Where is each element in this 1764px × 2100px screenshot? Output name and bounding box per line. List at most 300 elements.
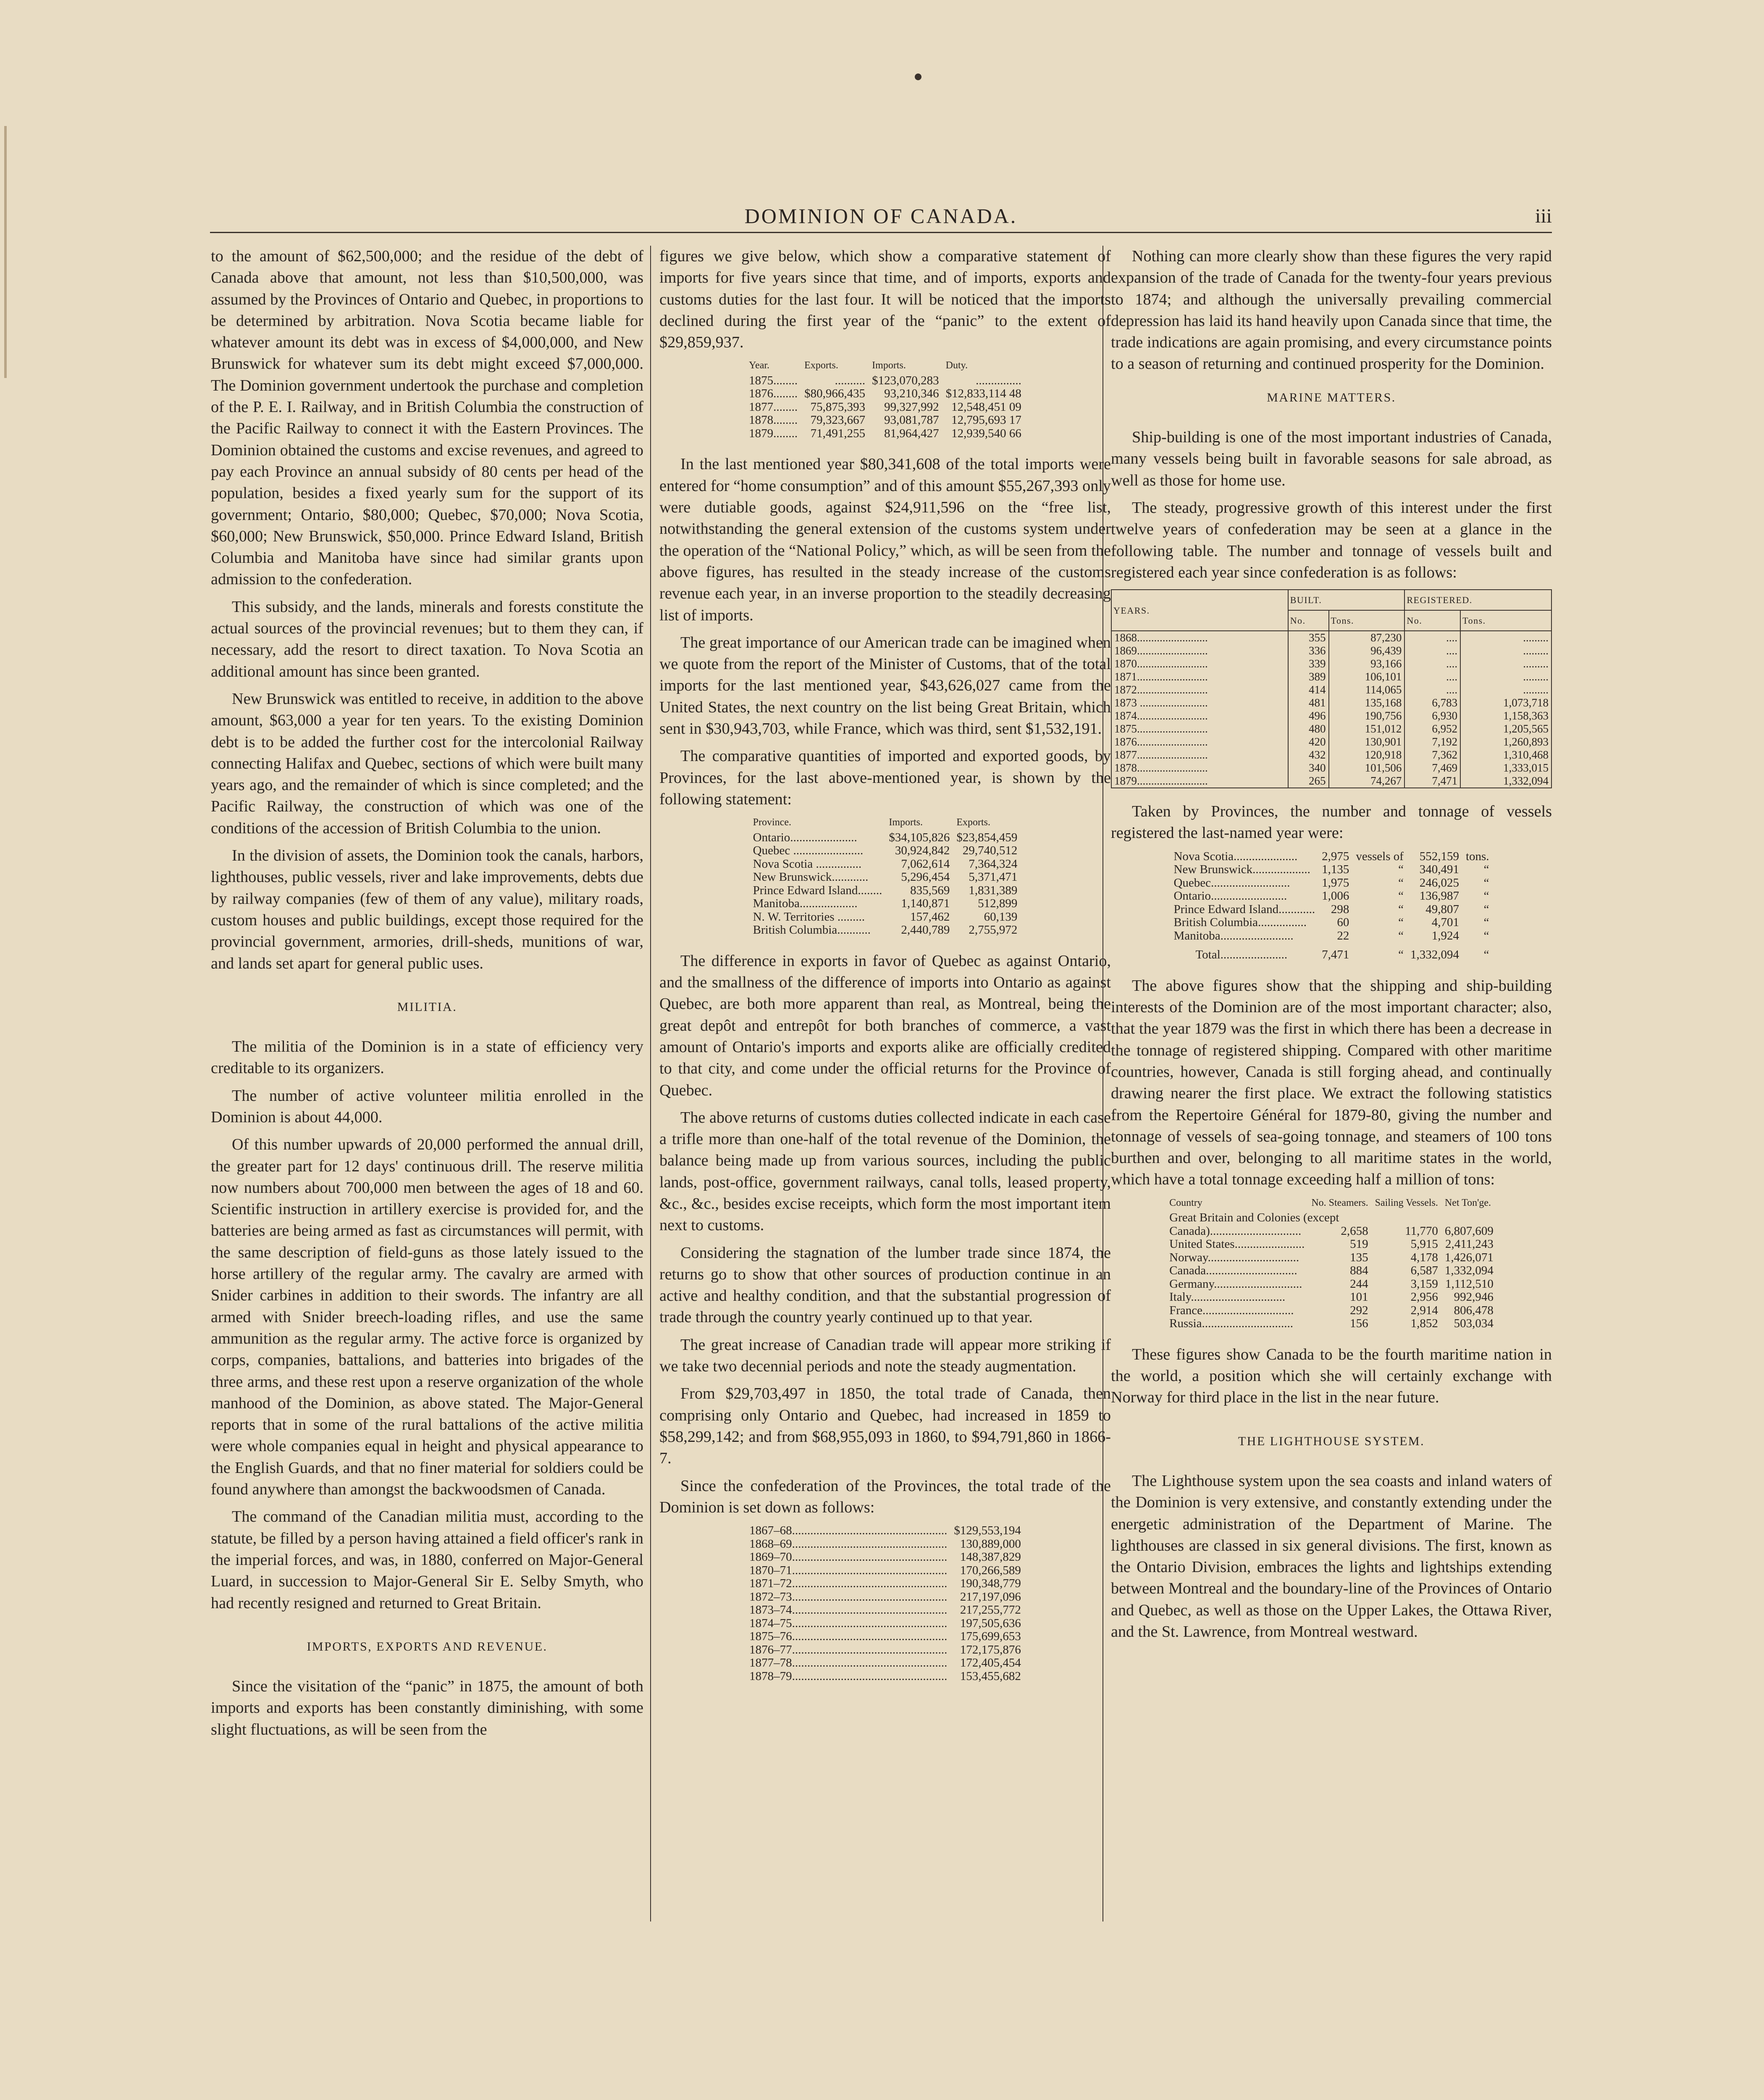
table-row [746, 1564, 1024, 1578]
table-cell: “ [1483, 929, 1489, 942]
maritime-nations-table [1166, 1197, 1497, 1331]
table-row [746, 427, 1025, 441]
table-row [1111, 709, 1551, 722]
table-cell: 1877........ [749, 400, 798, 414]
table-cell: 1,073,718 [1460, 696, 1551, 709]
table-cell: 5,371,471 [969, 870, 1018, 884]
table-cell: “ [1483, 876, 1489, 890]
paragraph: The great importance of our American trade can be imagined when we quote from the report of the Minister of Customs, that of the total imports for the last mentioned year, $43,626,027 came from the United States, the next country on the list being Great Britain, which sent in $30,943,703, while France, which was third, sent $1,532,191. [659, 633, 1111, 738]
table-row [1111, 748, 1551, 761]
table-cell: 29,740,512 [962, 844, 1018, 858]
paragraph: Since the visitation of the “panic” in 1875, the amount of both imports and exports has been constantly diminishing, with some slight fluctuations, as will be seen from the [211, 1677, 643, 1738]
table-cell: 1,006 [1322, 889, 1349, 903]
table-cell: Ontario...................... [753, 830, 857, 844]
table-row [1111, 761, 1551, 774]
paragraph: From $29,703,497 in 1850, the total trade of Canada, then comprising only Ontario and Quebec, had increased in 1859 to $58,299,142; and from $68,955,093 in 1860, to $94,791,860 in 1866-7. [659, 1385, 1111, 1467]
table-cell: Manitoba................... [753, 897, 858, 911]
table-cell: 884 [1350, 1264, 1368, 1278]
table-cell: “ [1483, 948, 1489, 962]
paragraph: The above returns of customs duties collected indicate in each case a trifle more than one-half of the total revenue of the Dominion, the balance being made up from various sources, including the public lands, post-office, government railways, canal tolls, leased property, &c., &c., besides excise receipts, which form the most important item next to customs. [659, 1108, 1111, 1234]
table-cell: 420 [1288, 735, 1329, 748]
table-cell: 1,310,468 [1460, 748, 1551, 761]
printer-dot [915, 74, 921, 80]
table-cell: 1,332,094 [1460, 774, 1551, 788]
table-cell: 30,924,842 [895, 844, 950, 858]
section-heading-lighthouse: THE LIGHTHOUSE SYSTEM. [1238, 1434, 1425, 1448]
table-cell: 148,387,829 [960, 1550, 1021, 1564]
table-row [746, 1604, 1024, 1617]
paragraph: In the division of assets, the Dominion took the canals, harbors, lighthouses, public vessels, river and lake improvements, debts due by railway companies (few of them of any value), military roads, custom houses and public buildings, except those required for the provincial government, armories, drill-sheds, munitions of war, and lands set apart for general public uses. [211, 847, 643, 972]
table-header: Exports. [956, 817, 990, 828]
table-cell: ............... [976, 373, 1021, 387]
total-trade-table [746, 1524, 1024, 1683]
table-cell: 1875–76................................................... [749, 1630, 948, 1643]
table-cell: 60,139 [984, 910, 1018, 924]
table-row [746, 1591, 1024, 1604]
table-cell: Nova Scotia..................... [1173, 849, 1298, 863]
table-header: Year. [749, 360, 770, 371]
table-cell: United States....................... [1169, 1237, 1305, 1251]
table-cell: 49,807 [1425, 902, 1459, 916]
table-cell: Italy............................... [1169, 1290, 1286, 1304]
vessels-by-province-table [1170, 850, 1492, 962]
table-cell: 75,875,393 [810, 400, 866, 414]
table-cell: New Brunswick............ [753, 870, 869, 884]
table-cell: 135 [1350, 1250, 1368, 1264]
table-cell: “ [1483, 863, 1489, 877]
table-header: No. [1288, 610, 1329, 631]
table-cell: 7,471 [1322, 948, 1349, 962]
table-cell: 336 [1288, 644, 1329, 657]
table-cell: 2,956 [1410, 1290, 1438, 1304]
table-cell: .... [1404, 683, 1460, 696]
table-cell: vessels of [1356, 849, 1404, 863]
section-heading-marine: MARINE MATTERS. [1267, 390, 1396, 404]
table-cell: 1875........ [749, 373, 798, 387]
page-header [210, 195, 1552, 233]
table-header: REGISTERED. [1404, 590, 1551, 610]
header-rule [210, 232, 1552, 233]
table-cell: Russia.............................. [1169, 1317, 1293, 1331]
table-cell: 12,548,451 09 [951, 400, 1021, 414]
table-cell: 246,025 [1419, 876, 1459, 890]
table-row [1111, 722, 1551, 735]
table-cell: Great Britain and Colonies (except [1169, 1211, 1339, 1225]
table-cell: .... [1404, 657, 1460, 670]
table-cell: $34,105,826 [889, 830, 950, 844]
table-cell: Nova Scotia ............... [753, 857, 862, 871]
paragraph: Taken by Provinces, the number and tonnage of vessels registered the last-named year were: [1111, 803, 1552, 842]
table-cell: 1,975 [1322, 876, 1349, 890]
table-cell: 1878........ [749, 413, 798, 427]
column-divider-left [650, 246, 651, 1922]
table-cell: 1878–79................................................... [749, 1669, 948, 1683]
table-header: BUILT. [1288, 590, 1405, 610]
table-row [746, 387, 1025, 401]
table-header: Tons. [1329, 610, 1405, 631]
table-row [1111, 670, 1551, 683]
table-cell: 2,755,972 [969, 923, 1018, 937]
table-cell: 1874–75................................................... [749, 1616, 948, 1630]
table-cell: 6,783 [1404, 696, 1460, 709]
table-cell: “ [1483, 902, 1489, 916]
table-cell: 1879......................... [1111, 774, 1288, 788]
table-cell: Ontario......................... [1173, 889, 1287, 903]
table-cell: 340 [1288, 761, 1329, 774]
table-cell: “ [1398, 948, 1404, 962]
table-row [746, 1577, 1024, 1591]
table-cell: .... [1404, 644, 1460, 657]
table-cell: 1,333,015 [1460, 761, 1551, 774]
table-cell: “ [1398, 863, 1404, 877]
table-row [746, 1538, 1024, 1551]
table-cell: 1878......................... [1111, 761, 1288, 774]
paragraph: The command of the Canadian militia must, according to the statute, be filled by a person having attained a field officer's rank in the imperial forces, and was, in 1880, conferred on Major-General Luard, in succession to Major-General Sir E. Selby Smyth, who had recently resigned and returned to Great Britain. [211, 1508, 643, 1612]
table-cell: 6,807,609 [1444, 1224, 1494, 1238]
table-cell: 6,952 [1404, 722, 1460, 735]
table-cell: “ [1398, 902, 1404, 916]
table-row [750, 831, 1021, 845]
shipbuilding-table [1111, 589, 1552, 788]
paragraph: Of this number upwards of 20,000 performed the annual drill, the greater part for 12 days' continuous drill. The reserve militia now numbers about 700,000 men between the ages of 18 and 60. Scientific instruction in artillery exercise is provided for, and the batteries are being armed as fast as circumstances will permit, with the same description of field-guns as those lately issued to the horse artillery of the regular army. The cavalry are armed with Snider carbines in addition to their swords. The infantry are all armed with Snider breech-loading rifles, and use the same ammunition as the regular army. The active force is organized by corps, companies, battalions, and batteries into brigades of the three arms, and these rest upon a reserve organization of the whole manhood of the Dominion, as above stated. The Major-General reports that in some of the rural battalions of the active militia were whole companies equal in height and physical appearance to the English Guards, and that no finer material for soldiers could be found anywhere than amongst the backwoodsmen of Canada. [211, 1136, 643, 1499]
table-cell: 7,471 [1404, 774, 1460, 788]
section-heading-imports: IMPORTS, EXPORTS AND REVENUE. [307, 1639, 548, 1654]
table-cell: 1,205,565 [1460, 722, 1551, 735]
table-cell: “ [1398, 889, 1404, 903]
table-header: Sailing Vessels. [1375, 1197, 1438, 1208]
table-cell: 519 [1350, 1237, 1368, 1251]
table-cell: 106,101 [1329, 670, 1405, 683]
table-cell: ......... [1460, 644, 1551, 657]
table-row [746, 401, 1025, 414]
table-cell: 1,158,363 [1460, 709, 1551, 722]
table-row [746, 1670, 1024, 1683]
table-header: Tons. [1460, 610, 1551, 631]
table-cell: ......... [1460, 683, 1551, 696]
table-cell: 244 [1350, 1277, 1368, 1291]
table-cell: 172,405,454 [960, 1656, 1021, 1670]
table-cell: 1,135 [1322, 863, 1349, 877]
table-cell: 1,112,510 [1445, 1277, 1494, 1291]
table-cell: 79,323,667 [810, 413, 866, 427]
table-cell: 1,831,389 [969, 883, 1018, 897]
paragraph: The great increase of Canadian trade will appear more striking if we take two decennial periods and note the steady augmentation. [659, 1336, 1111, 1376]
table-cell: 1,852 [1410, 1317, 1438, 1331]
table-cell: 99,327,992 [884, 400, 939, 414]
table-cell: 1868–69................................................... [749, 1537, 948, 1551]
table-cell: 93,166 [1329, 657, 1405, 670]
table-cell: “ [1483, 916, 1489, 929]
table-cell: 1873–74................................................... [749, 1603, 948, 1617]
table-cell: Canada).............................. [1169, 1224, 1302, 1238]
table-row [1111, 683, 1551, 696]
table-cell: tons. [1465, 849, 1489, 863]
table-row [1170, 903, 1492, 916]
table-cell: “ [1398, 929, 1404, 942]
table-cell: 7,062,614 [901, 857, 950, 871]
table-row [746, 1524, 1024, 1538]
table-cell: 1,140,871 [901, 897, 950, 911]
table-header: No. Steamers. [1311, 1197, 1368, 1208]
paragraph: The difference in exports in favor of Quebec as against Ontario, and the smallness of the difference of imports into Ontario as against Quebec, are both more apparent than real, as Montreal, being the great depôt and entrepôt for both branches of commerce, a vast amount of Ontario's imports and exports alike are officially credited to that city, and come under the official returns for the Province of Quebec. [659, 952, 1111, 1099]
table-cell: 835,569 [910, 883, 950, 897]
table-cell: 175,699,653 [960, 1630, 1021, 1643]
table-cell: Prince Edward Island........ [753, 883, 882, 897]
table-cell: 355 [1288, 631, 1329, 644]
provinces-trade-table [750, 816, 1021, 937]
paragraph: The Lighthouse system upon the sea coasts and inland waters of the Dominion is very extensive, and constantly extending under the energetic administration of the Department of Marine. The lighthouses are classed in six general divisions. The first, known as the Ontario Division, embraces the lights and lightships extending between Montreal and the boundary-line of the Provinces of Ontario and Quebec, as well as those on the Upper Lakes, the Ottawa River, and the St. Lawrence, from Montreal westward. [1111, 1472, 1552, 1641]
table-cell: 22 [1337, 929, 1349, 942]
table-cell: 12,939,540 66 [951, 426, 1021, 440]
table-cell: 1,924 [1431, 929, 1459, 942]
paragraph: These figures show Canada to be the fourth maritime nation in the world, a position which she will certainly exchange with Norway for third place in the list in the near future. [1111, 1345, 1552, 1407]
table-header: Net Ton'ge. [1444, 1197, 1491, 1208]
table-cell: 12,795,693 17 [951, 413, 1021, 427]
table-cell: British Columbia................ [1173, 916, 1307, 929]
table-cell: 2,440,789 [901, 923, 950, 937]
table-cell: 87,230 [1329, 631, 1405, 644]
table-cell: Germany............................. [1169, 1277, 1302, 1291]
table-cell: ......... [1460, 631, 1551, 644]
paragraph: The militia of the Dominion is in a state of efficiency very creditable to its organizers. [211, 1038, 643, 1077]
table-cell: 1877......................... [1111, 748, 1288, 761]
table-cell: 2,411,243 [1445, 1237, 1494, 1251]
table-cell: 1872–73................................................... [749, 1590, 948, 1604]
table-cell: 512,899 [978, 897, 1018, 911]
table-cell: $129,553,194 [954, 1524, 1021, 1538]
running-title: DOMINION OF CANADA. [744, 204, 1018, 228]
column-2 [659, 246, 1111, 1696]
table-cell: 496 [1288, 709, 1329, 722]
table-cell: 480 [1288, 722, 1329, 735]
table-cell: 93,081,787 [884, 413, 939, 427]
table-cell: .... [1404, 670, 1460, 683]
table-cell: New Brunswick................... [1173, 863, 1310, 877]
table-cell: 7,469 [1404, 761, 1460, 774]
table-cell: 298 [1331, 902, 1349, 916]
table-cell: 135,168 [1329, 696, 1405, 709]
table-cell: 190,756 [1329, 709, 1405, 722]
table-cell: 93,210,346 [884, 387, 939, 401]
table-cell: Canada.............................. [1169, 1264, 1297, 1278]
table-cell: 1876........ [749, 387, 798, 401]
table-header: No. [1404, 610, 1460, 631]
paragraph: Considering the stagnation of the lumber trade since 1874, the returns go to show that other sources of production continue in an active and healthy condition, and that the substantial progression of trade through the country yearly continued up to that year. [659, 1244, 1111, 1326]
table-row [746, 374, 1025, 388]
table-row [746, 1656, 1024, 1670]
table-cell: 153,455,682 [960, 1669, 1021, 1683]
table-row [750, 897, 1021, 911]
table-cell: 806,478 [1454, 1303, 1494, 1317]
table-cell: 3,159 [1410, 1277, 1438, 1291]
table-header: Province. [753, 817, 791, 828]
table-cell: “ [1398, 876, 1404, 890]
column-3 [1111, 246, 1552, 1648]
table-cell: 340,491 [1419, 863, 1459, 877]
table-cell: 156 [1350, 1317, 1368, 1331]
table-cell: 1871......................... [1111, 670, 1288, 683]
table-cell: 1,426,071 [1444, 1250, 1494, 1264]
table-row [1166, 1225, 1497, 1238]
table-cell: 1873 ........................ [1111, 696, 1288, 709]
table-cell: 101,506 [1329, 761, 1405, 774]
table-cell: 2,658 [1341, 1224, 1368, 1238]
table-cell: 170,266,589 [960, 1563, 1021, 1577]
table-cell: 389 [1288, 670, 1329, 683]
table-row [1166, 1291, 1497, 1304]
table-header: Exports. [804, 360, 838, 371]
table-row [1170, 877, 1492, 890]
table-cell: 1870–71................................................... [749, 1563, 948, 1577]
adjacent-page-edge [4, 126, 7, 378]
table-row [750, 844, 1021, 858]
table-cell: 1875......................... [1111, 722, 1288, 735]
table-cell: 96,439 [1329, 644, 1405, 657]
table-cell: 136,987 [1419, 889, 1459, 903]
table-cell: 172,175,876 [960, 1643, 1021, 1656]
paragraph: to the amount of $62,500,000; and the residue of the debt of Canada above that amount, not less than $10,500,000, was assumed by the Provinces of Ontario and Quebec, in proportions to be determined by arbitration. Nova Scotia became liable for whatever amount its debt was in excess of $4,000,000, and New Brunswick for whatever sum its debt might exceed $7,000,000. The Dominion government undertook the purchase and completion of the P. E. I. Railway, and in British Columbia the construction of the Pacific Railway to connect it with the Eastern Provinces. The Dominion obtained the customs and excise revenues, and agreed to pay each Province an annual subsidy of 80 cents per head of the population, besides a fixed yearly sum for the support of its government; Ontario, $80,000; Quebec, $70,000; Nova Scotia, $60,000; New Brunswick, $50,000. Prince Edward Island, British Columbia and Manitoba have since had similar grants upon admission to the confederation. [211, 247, 643, 588]
table-row [750, 871, 1021, 884]
table-cell: 292 [1350, 1303, 1368, 1317]
table-cell: 6,587 [1410, 1264, 1438, 1278]
table-cell: 7,362 [1404, 748, 1460, 761]
table-cell: 120,918 [1329, 748, 1405, 761]
table-cell: 1872......................... [1111, 683, 1288, 696]
table-row [746, 1551, 1024, 1564]
table-cell: 7,192 [1404, 735, 1460, 748]
table-cell: 4,701 [1431, 916, 1459, 929]
table-cell: 481 [1288, 696, 1329, 709]
table-row [1111, 696, 1551, 709]
table-cell: N. W. Territories ......... [753, 910, 865, 924]
column-1 [211, 246, 643, 1746]
table-cell: 1869–70................................................... [749, 1550, 948, 1564]
paragraph: Nothing can more clearly show than these figures the very rapid expansion of the trade of Canada for the twenty-four years previous to 1874; and although the universally prevailing commercial depression has laid its hand heavily upon Canada since that time, the trade indications are again promising, and every circumstance points to a season of returning and continued prosperity for the Dominion. [1111, 247, 1552, 373]
table-cell: 1879........ [749, 426, 798, 440]
table-cell: 414 [1288, 683, 1329, 696]
table-row [1166, 1278, 1497, 1291]
table-row [750, 924, 1021, 937]
table-row [1170, 890, 1492, 903]
table-cell: 71,491,255 [810, 426, 866, 440]
table-cell: Total...................... [1195, 948, 1288, 962]
table-total-row [1170, 942, 1492, 962]
table-row [1170, 916, 1492, 929]
table-row [1111, 631, 1551, 644]
table-row [746, 414, 1025, 427]
table-cell: 432 [1288, 748, 1329, 761]
table-cell: 11,770 [1405, 1224, 1438, 1238]
table-row [1170, 863, 1492, 877]
table-cell: 1868......................... [1111, 631, 1288, 644]
table-cell: $12,833,114 48 [945, 387, 1021, 401]
paragraph: The comparative quantities of imported and exported goods, by Provinces, for the last above-mentioned year, is shown by the following statement: [659, 747, 1111, 808]
table-row [1166, 1211, 1497, 1225]
table-cell: 157,462 [910, 910, 950, 924]
table-header: Country [1169, 1197, 1202, 1208]
table-cell: 1869......................... [1111, 644, 1288, 657]
table-cell: Quebec ....................... [753, 844, 864, 858]
table-cell: 1874......................... [1111, 709, 1288, 722]
paragraph: The number of active volunteer militia enrolled in the Dominion is about 44,000. [211, 1087, 643, 1126]
table-header: Imports. [872, 360, 906, 371]
table-cell: 503,034 [1454, 1317, 1494, 1331]
table-cell: ......... [1460, 670, 1551, 683]
table-cell: 197,505,636 [960, 1616, 1021, 1630]
table-row [750, 858, 1021, 871]
table-cell: ......... [1460, 657, 1551, 670]
table-cell: 81,964,427 [884, 426, 939, 440]
table-cell: 2,975 [1322, 849, 1349, 863]
paragraph: The steady, progressive growth of this interest under the first twelve years of confederation may be seen at a glance in the following table. The number and tonnage of vessels built and registered each year since confederation is as follows: [1111, 499, 1552, 581]
table-row [1111, 735, 1551, 748]
table-cell: 4,178 [1410, 1250, 1438, 1264]
table-row [1166, 1251, 1497, 1265]
table-row [1166, 1317, 1497, 1331]
table-row [746, 1630, 1024, 1643]
section-heading-militia: MILITIA. [397, 1000, 457, 1014]
table-cell: 552,159 [1419, 849, 1459, 863]
table-header: Duty. [945, 360, 968, 371]
table-cell: 6,930 [1404, 709, 1460, 722]
paragraph: This subsidy, and the lands, minerals and forests constitute the actual sources of the provincial revenues; but to them they can, if necessary, add the resort to direct taxation. To Nova Scotia an additional amount has since been granted. [211, 598, 643, 680]
table-cell: 1867–68................................................... [749, 1524, 948, 1538]
table-header: Imports. [889, 817, 923, 828]
table-cell: 217,255,772 [960, 1603, 1021, 1617]
table-cell: 1871–72................................................... [749, 1577, 948, 1591]
table-row [1111, 657, 1551, 670]
paragraph: Since the confederation of the Provinces, the total trade of the Dominion is set down as follows: [659, 1477, 1111, 1516]
table-cell: Manitoba........................ [1173, 929, 1294, 942]
table-cell: 130,901 [1329, 735, 1405, 748]
table-cell: .... [1404, 631, 1460, 644]
table-row [746, 1617, 1024, 1630]
paragraph: New Brunswick was entitled to receive, in addition to the above amount, $63,000 a year for ten years. To the existing Dominion debt is to be added the further cost for the intercolonial Railway connecting Halifax and Quebec, sections of which were built many years ago, and the remainder of which is since completed; and the Pacific Railway, the construction of which was one of the conditions of the accession of British Columbia to the union. [211, 690, 643, 837]
table-cell: 74,267 [1329, 774, 1405, 788]
table-row [1166, 1238, 1497, 1251]
table-cell: Norway.............................. [1169, 1250, 1299, 1264]
table-cell: British Columbia........... [753, 923, 871, 937]
table-cell: Prince Edward Island............ [1173, 902, 1315, 916]
trade-by-year-table [746, 359, 1025, 440]
table-cell: 7,364,324 [969, 857, 1018, 871]
table-cell: 2,914 [1410, 1303, 1438, 1317]
table-cell: 217,197,096 [960, 1590, 1021, 1604]
table-cell: 1876–77................................................... [749, 1643, 948, 1656]
table-cell: $80,966,435 [804, 387, 866, 401]
paragraph: figures we give below, which show a comparative statement of imports for five years since that time, and of imports, exports and customs duties for the last four. It will be noticed that the imports declined during the first year of the “panic” to the extent of $29,859,937. [659, 247, 1111, 352]
table-cell: 60 [1337, 916, 1349, 929]
table-row [750, 884, 1021, 898]
table-row [1166, 1304, 1497, 1318]
table-cell: 114,065 [1329, 683, 1405, 696]
table-cell: 190,348,779 [960, 1577, 1021, 1591]
table-cell: 101 [1350, 1290, 1368, 1304]
table-cell: 1876......................... [1111, 735, 1288, 748]
table-cell: 992,946 [1454, 1290, 1494, 1304]
paragraph: The above figures show that the shipping and ship-building interests of the Dominion are of the most important character; also, that the year 1879 was the first in which there has been a decrease in the tonnage of registered shipping. Compared with other maritime countries, however, Canada is still forging ahead, and continually drawing nearer the first place. We extract the following statistics from the Repertoire Général for 1879-80, giving the number and tonnage of vessels of sea-going tonnage, and steamers of 100 tons burthen and over, belonging to all maritime states in the world, which have a total tonnage exceeding half a million of tons: [1111, 976, 1552, 1189]
table-cell: France.............................. [1169, 1303, 1294, 1317]
table-cell: “ [1398, 916, 1404, 929]
table-cell: .......... [835, 373, 866, 387]
table-cell: 5,915 [1410, 1237, 1438, 1251]
table-row [1170, 850, 1492, 864]
table-cell: 1877–78................................................... [749, 1656, 948, 1670]
table-row [1170, 929, 1492, 943]
table-row [1111, 774, 1551, 788]
table-row [1111, 644, 1551, 657]
table-cell: Quebec.......................... [1173, 876, 1290, 890]
